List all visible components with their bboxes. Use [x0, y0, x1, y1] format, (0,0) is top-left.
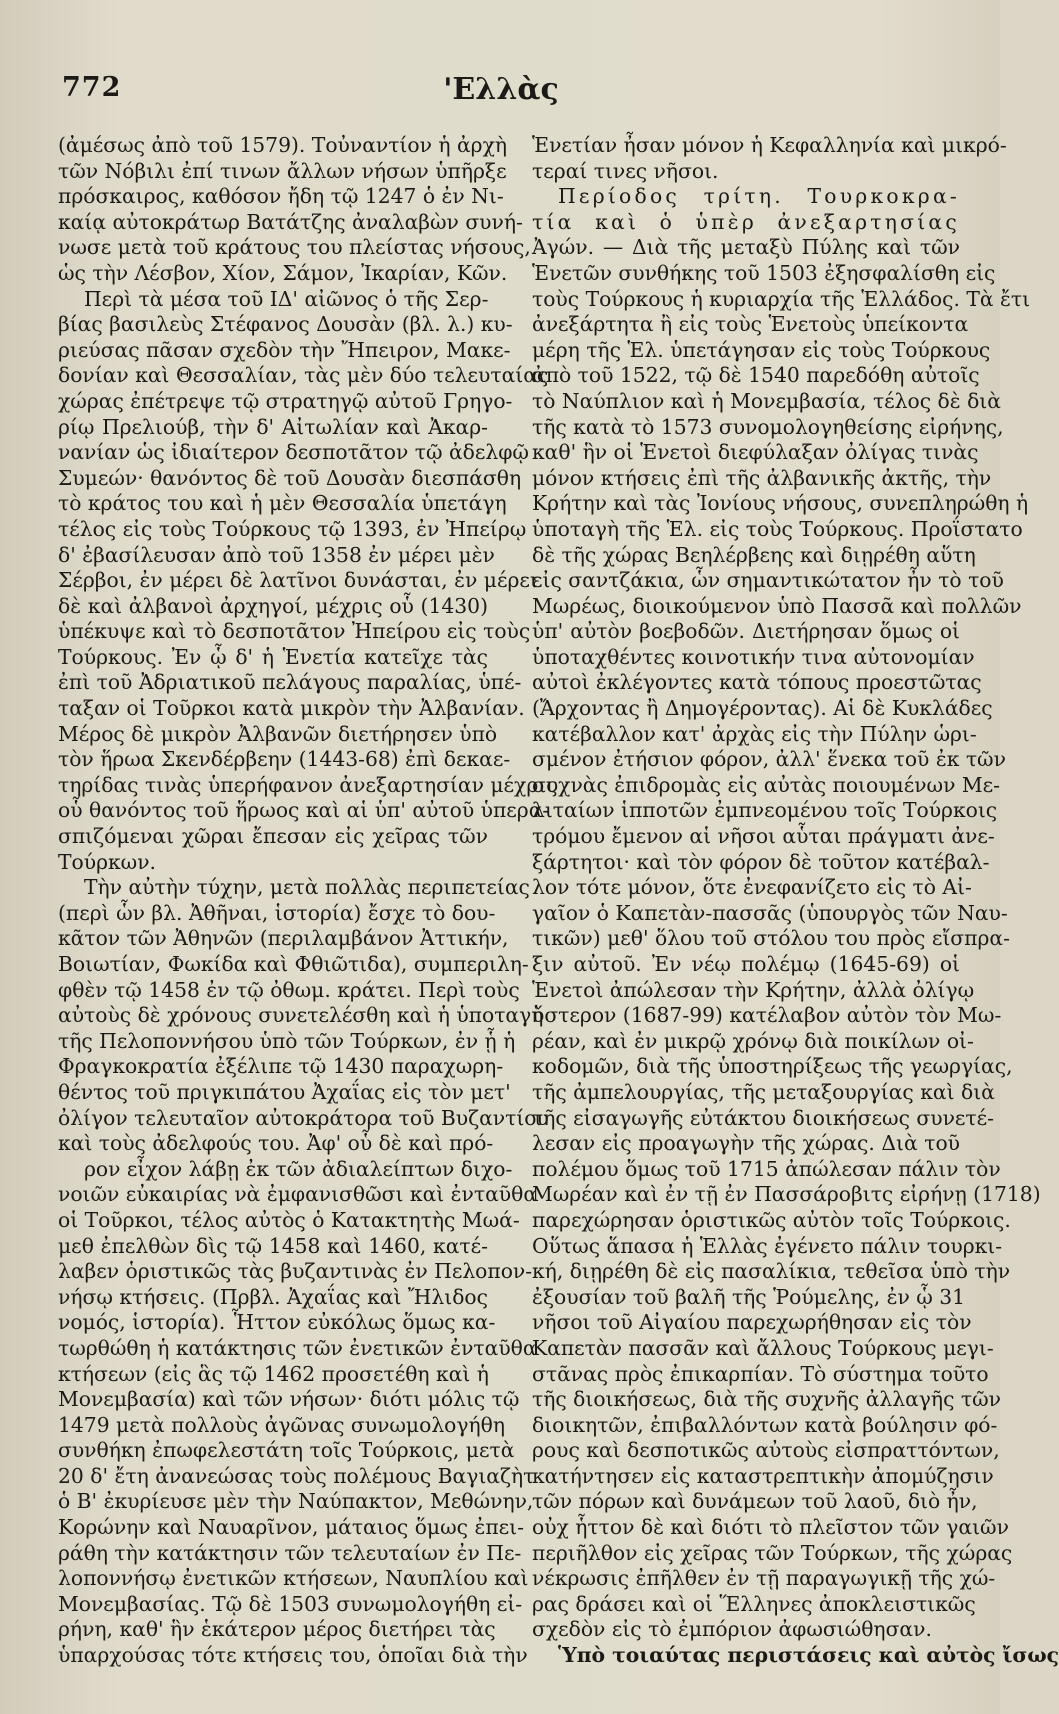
text-line: Μωρέως, διοικούμενον ὑπὸ Πασσᾶ καὶ πολλῶν [532, 593, 1022, 618]
text-line: λοποννήσῳ ἐνετικῶν κτήσεων, Ναυπλίου καὶ [58, 1566, 529, 1591]
text-line: πολέμου ὅμως τοῦ 1715 ἀπώλεσαν πάλιν τὸν [532, 1156, 1001, 1181]
text-line: λαβεν ὁριστικῶς τὰς βυζαντινὰς ἐν Πελοπον- [58, 1259, 533, 1284]
text-line: Μωρέαν καὶ ἐν τῇ ἐν Πασσάροβιτς εἰρήνῃ (1718) [532, 1182, 1041, 1207]
text-line: ὕστερον (1687-99) κατέλαβον αὐτὸν τὸν Μω- [532, 1003, 1002, 1028]
text-line: ἀνεξάρτητα ἢ εἰς τοὺς Ἑνετοὺς ὑπείκοντα [532, 312, 969, 337]
text-line: Τούρκων. [58, 849, 156, 874]
text-line: Περίοδος τρίτη. Τουρκοκρα- [558, 184, 960, 209]
text-line: Ἑνετοὶ ἀπώλεσαν τὴν Κρήτην, ἀλλὰ ὀλίγῳ [532, 977, 975, 1002]
text-line: νοιῶν εὐκαιρίας νὰ ἐμφανισθῶσι καὶ ἐνταῦθα [58, 1182, 538, 1207]
text-line: Σέρβοι, ἐν μέρει δὲ λατῖνοι δυνάσται, ἐν μέρει [58, 568, 538, 593]
text-line: ξιν αὐτοῦ. Ἐν νέῳ πολέμῳ (1645-69) οἱ [532, 952, 960, 976]
text-line: 20 δ' ἔτη ἀνανεώσας τοὺς πολέμους Βαγιαζὴτ [58, 1463, 535, 1488]
text-line: ὑπέκυψε καὶ τὸ δεσποτᾶτον Ἠπείρου εἰς τοὺς [58, 619, 531, 644]
text-line: (Ἄρχοντας ἢ Δημογέροντας). Αἱ δὲ Κυκλάδες [532, 696, 993, 721]
text-line: ταξαν οἱ Τοῦρκοι κατὰ μικρὸν τὴν Ἀλβανίαν. [58, 696, 525, 721]
text-line: ὑπαρχούσας τότε κτήσεις του, ὁποῖαι διὰ τὴν [58, 1643, 528, 1668]
text-line: τὸ κράτος του καὶ ἡ μὲν Θεσσαλία ὑπετάγη [58, 491, 507, 516]
text-line: ράθη τὴν κατάκτησιν τῶν τελευταίων ἐν Πε- [58, 1540, 522, 1565]
text-line: Βοιωτίαν, Φωκίδα καὶ Φθιῶτιδα), συμπεριλη- [58, 952, 529, 976]
text-line: φθὲν τῷ 1458 ἐν τῷ ὀθωμ. κράτει. Περὶ τοὺς [58, 977, 520, 1002]
text-line: τῆς Πελοποννήσου ὑπὸ τῶν Τούρκων, ἐν ᾗ ἡ [58, 1028, 516, 1053]
text-line: ρον εἶχον λάβῃ ἐκ τῶν ἀδιαλείπτων διχο- [84, 1156, 513, 1181]
text-line: ξάρτητοι· καὶ τὸν φόρον δὲ τοῦτον κατέβαλ- [532, 849, 990, 874]
left-text-column [58, 133, 558, 1669]
text-line: Τούρκους. Ἐν ᾧ δ' ἡ Ἑνετία κατεῖχε τὰς [58, 644, 488, 669]
text-line: ρίῳ Πρελιούβ, τὴν δ' Αἰτωλίαν καὶ Ἀκαρ- [58, 414, 488, 439]
text-line: λεσαν εἰς προαγωγὴν τῆς χώρας. Διὰ τοῦ [532, 1131, 960, 1156]
text-line: συχνὰς ἐπιδρομὰς εἰς αὐτὰς ποιουμένων Με- [532, 772, 1000, 797]
text-line: τῶν Νόβιλι ἐπί τινων ἄλλων νήσων ὑπῆρξε [58, 158, 507, 183]
text-line: τὸ Ναύπλιον καὶ ἡ Μονεμβασία, τέλος δὲ διὰ [532, 388, 1001, 413]
text-line: αὐτοὺς δὲ χρόνους συνετελέσθη καὶ ἡ ὑποταγὴ [58, 1003, 544, 1028]
text-line: τικῶν) μεθ' ὅλου τοῦ στόλου του πρὸς εἴσπρα- [532, 926, 1010, 951]
text-line: τέλος εἰς τοὺς Τούρκους τῷ 1393, ἐν Ἠπείρῳ [58, 516, 527, 541]
text-line: νῆσοι τοῦ Αἰγαίου παρεχωρήθησαν εἰς τὸν [532, 1310, 972, 1335]
text-line: Μονεμβασίας. Τῷ δὲ 1503 συνωμολογήθη εἰ- [58, 1591, 523, 1616]
text-line: Ἑνετίαν ἦσαν μόνον ἡ Κεφαλληνία καὶ μικρό- [532, 133, 1007, 157]
text-line: νωσε μετὰ τοῦ κράτους του πλείστας νήσους, [58, 235, 531, 260]
text-line: κατήντησεν εἰς καταστρεπτικὴν ἀπομύζησιν [532, 1463, 994, 1488]
text-line: τὸν ἥρωα Σκενδέρβεην (1443-68) ἐπὶ δεκαε- [58, 747, 511, 772]
text-line: τηρίδας τινὰς ὑπερήφανον ἀνεξαρτησίαν μέχρις [58, 772, 558, 797]
text-line: τῆς εἰσαγωγῆς εὐτάκτου διοικήσεως συνετέ- [532, 1105, 994, 1130]
text-line: Ὑπὸ τοιαύτας περιστάσεις καὶ αὐτὸς ἴσως [558, 1643, 1059, 1668]
text-line: ὑποταγὴ τῆς Ἑλ. εἰς τοὺς Τούρκους. Προΐστατο [532, 516, 1023, 541]
text-line: ἀπὸ τοῦ 1522, τῷ δὲ 1540 παρεδόθη αὐτοῖς [532, 363, 980, 388]
text-line: (περὶ ὧν βλ. Ἀθῆναι, ἱστορία) ἔσχε τὸ δου- [58, 900, 496, 925]
text-line: καθ' ἣν οἱ Ἑνετοὶ διεφύλαξαν ὀλίγας τινὰς [532, 440, 979, 465]
text-line: λιταίων ἱπποτῶν ἐμπνεομένου τοῖς Τούρκοις [532, 798, 998, 823]
text-line: αὐτοὶ ἐκλέγοντες κατὰ τόπους προεστῶτας [532, 670, 982, 695]
text-line: κτήσεων (εἰς ἃς τῷ 1462 προσετέθη καὶ ἡ [58, 1361, 489, 1386]
text-line: τεραί τινες νῆσοι. [532, 158, 719, 183]
text-line: νανίαν ὡς ἰδιαίτερον δεσποτᾶτον τῷ ἀδελφῷ [58, 440, 529, 465]
text-line: δονίαν καὶ Θεσσαλίαν, τὰς μὲν δύο τελευταίας [58, 363, 549, 388]
text-line: σπιζόμεναι χῶραι ἔπεσαν εἰς χεῖρας τῶν [58, 824, 488, 849]
text-line: κή, διῃρέθη δὲ εἰς πασαλίκια, τεθεῖσα ὑπὸ τὴν [532, 1259, 1011, 1284]
text-line: Οὕτως ἅπασα ἡ Ἑλλὰς ἐγένετο πάλιν τουρκι- [532, 1233, 1003, 1258]
text-line: ριεύσας πᾶσαν σχεδὸν τὴν Ἤπειρον, Μακε- [58, 337, 511, 362]
text-line: ρους καὶ δεσποτικῶς αὐτοὺς εἰσπραττόντων, [532, 1438, 1000, 1463]
text-line: τοὺς Τούρκους ἡ κυριαρχία τῆς Ἑλλάδος. Τὰ ἔτι [532, 286, 1031, 311]
text-line: νέκρωσις ἐπῆλθεν ἐν τῇ παραγωγικῇ τῆς χώ- [532, 1566, 996, 1591]
text-line: Τὴν αὐτὴν τύχην, μετὰ πολλὰς περιπετείας [84, 875, 530, 900]
text-line: συνθήκη ἐπωφελεστάτη τοῖς Τούρκοις, μετὰ [58, 1438, 515, 1463]
text-line: τῆς κατὰ τὸ 1573 συνομολογηθείσης εἰρήνης, [532, 414, 1004, 439]
text-line: ἐπὶ τοῦ Ἀδριατικοῦ πελάγους παραλίας, ὑπέ- [58, 670, 522, 695]
text-line: παρεχώρησαν ὁριστικῶς αὐτὸν τοῖς Τούρκοις. [532, 1207, 1011, 1232]
right-text-column [532, 133, 1059, 1669]
text-line: 1479 μετὰ πολλοὺς ἀγῶνας συνωμολογήθη [58, 1412, 506, 1437]
text-line: τῶν πόρων καὶ δυνάμεων τοῦ λαοῦ, διὸ ἦν, [532, 1489, 978, 1514]
text-line: κᾶτον τῶν Ἀθηνῶν (περιλαμβάνον Ἀττικήν, [58, 926, 509, 951]
text-line: (ἀμέσως ἀπὸ τοῦ 1579). Τοὐναντίον ἡ ἀρχὴ [58, 133, 508, 157]
text-line: βίας βασιλεὺς Στέφανος Δουσὰν (βλ. λ.) κυ- [58, 312, 513, 337]
text-line: οὐχ ἧττον δὲ καὶ διότι τὸ πλεῖστον τῶν γαιῶν [532, 1515, 1009, 1540]
text-line: ὁ Β' ἐκυρίευσε μὲν τὴν Ναύπακτον, Μεθώνην, [58, 1489, 534, 1514]
text-line: ὑπ' αὐτὸν βοεβοδῶν. Διετήρησαν ὅμως οἱ [532, 619, 960, 644]
text-line: σχεδὸν εἰς τὸ ἐμπόριον ἀφωσιώθησαν. [532, 1617, 932, 1642]
text-line: δὲ καὶ ἀλβανοὶ ἀρχηγοί, μέχρις οὗ (1430) [58, 593, 488, 618]
text-line: ρέαν, καὶ ἐν μικρῷ χρόνῳ διὰ ποικίλων οἰ- [532, 1028, 974, 1053]
text-line: Μέρος δὲ μικρὸν Ἀλβανῶν διετήρησεν ὑπὸ [58, 721, 498, 746]
text-line: στᾶνας πρὸς ἐπικαρπίαν. Τὸ σύστημα τοῦτο [532, 1361, 989, 1386]
text-line: περιῆλθον εἰς χεῖρας τῶν Τούρκων, τῆς χώρας [532, 1540, 1013, 1565]
text-line: Κορώνην καὶ Ναυαρῖνον, μάταιος ὅμως ἐπει- [58, 1515, 524, 1540]
text-line: τωρθώθη ἡ κατάκτησις τῶν ἐνετικῶν ἐνταῦθα [58, 1335, 537, 1360]
text-line: τῆς διοικήσεως, διὰ τῆς συχνῆς ἀλλαγῆς τῶν [532, 1387, 1001, 1412]
text-line: Συμεών· θανόντος δὲ τοῦ Δουσὰν διεσπάσθη [58, 465, 522, 490]
text-line: Ἑνετῶν συνθήκης τοῦ 1503 ἐξησφαλίσθη εἰς [532, 260, 996, 285]
text-line: Φραγκοκρατία ἐξέλιπε τῷ 1430 παραχωρη- [58, 1054, 504, 1079]
text-line: ὀλίγον τελευταῖον αὐτοκράτορα τοῦ Βυζαντίου [58, 1105, 549, 1130]
text-line: νομός, ἱστορία). Ἧττον εὐκόλως ὅμως κα- [58, 1310, 496, 1335]
text-line: γαῖον ὁ Καπετὰν-πασσᾶς (ὑπουργὸς τῶν Ναυ- [532, 900, 1008, 925]
text-line: κατέβαλλον κατ' ἀρχὰς εἰς τὴν Πύλην ὡρι- [532, 721, 977, 746]
text-line: Καπετὰν πασσᾶν καὶ ἄλλους Τούρκους μεγι- [532, 1335, 994, 1360]
text-line: δ' ἐβασίλευσαν ἀπὸ τοῦ 1358 ἐν μέρει μὲν [58, 542, 495, 567]
text-line: κοδομῶν, διὰ τῆς ὑποστηρίξεως τῆς γεωργίας, [532, 1054, 1013, 1079]
page-header [62, 72, 940, 112]
page-number: 772 [62, 72, 122, 103]
text-line: Κρήτην καὶ τὰς Ἰονίους νήσους, συνεπληρώθη ἡ [532, 491, 1029, 516]
text-line: ὑποταχθέντες κοινοτικήν τινα αὐτονομίαν [532, 644, 975, 669]
text-line: καίᾳ αὐτοκράτωρ Βατάτζης ἀναλαβὼν συνή- [58, 209, 523, 234]
text-line: εἰς σαντζάκια, ὧν σημαντικώτατον ἦν τὸ τοῦ [532, 568, 1004, 593]
text-line: μόνον κτήσεις ἐπὶ τῆς ἀλβανικῆς ἀκτῆς, τὴν [532, 465, 992, 490]
text-line: Περὶ τὰ μέσα τοῦ ΙΔ' αἰῶνος ὁ τῆς Σερ- [84, 286, 489, 311]
text-line: νήσῳ κτήσεις. (Πρβλ. Ἀχαΐας καὶ Ἤλιδος [58, 1284, 488, 1309]
text-line: οἱ Τοῦρκοι, τέλος αὐτὸς ὁ Κατακτητὴς Μωά- [58, 1207, 520, 1232]
text-line: χώρας ἐπέτρεψε τῷ στρατηγῷ αὐτοῦ Γρηγο- [58, 388, 513, 413]
text-line: καὶ τοὺς ἀδελφούς του. Ἀφ' οὗ δὲ καὶ πρό- [58, 1131, 494, 1156]
text-line: ὡς τὴν Λέσβον, Χίον, Σάμον, Ἰκαρίαν, Κῶν. [58, 260, 508, 285]
text-line: οὗ θανόντος τοῦ ἥρωος καὶ αἱ ὑπ' αὐτοῦ ὑπερα- [58, 798, 550, 823]
text-line: τῆς ἀμπελουργίας, τῆς μεταξουργίας καὶ διὰ [532, 1079, 995, 1104]
text-line: τία καὶ ὁ ὑπὲρ ἀνεξαρτησίας [532, 209, 960, 234]
text-line: τρόμου ἔμενον αἱ νῆσοι αὗται πράγματι ἀνε- [532, 824, 995, 849]
text-line: δὲ τῆς χώρας Βεηλέρβεης καὶ διῃρέθη αὕτη [532, 542, 976, 567]
text-line: μεθ ἐπελθὼν δὶς τῷ 1458 καὶ 1460, κατέ- [58, 1233, 488, 1258]
text-line: πρόσκαιρος, καθόσον ἤδη τῷ 1247 ὁ ἐν Νι- [58, 184, 504, 209]
text-line: Μονεμβασία) καὶ τῶν νήσων· διότι μόλις τῷ [58, 1387, 520, 1412]
text-line: ρας δράσει καὶ οἱ Ἕλληνες ἀποκλειστικῶς [532, 1591, 976, 1616]
text-line: ἐξουσίαν τοῦ βαλῆ τῆς Ῥούμελης, ἐν ᾧ 31 [532, 1284, 966, 1309]
text-line: ρήνη, καθ' ἣν ἑκάτερον μέρος διετήρει τὰς [58, 1617, 496, 1642]
text-line: θέντος τοῦ πριγκιπάτου Ἀχαΐας εἰς τὸν μετ' [58, 1079, 511, 1104]
text-line: λον τότε μόνον, ὅτε ἐνεφανίζετο εἰς τὸ Αἰ- [532, 875, 972, 900]
text-line: σμένον ἐτήσιον φόρον, ἀλλ' ἕνεκα τοῦ ἐκ τῶν [532, 747, 1006, 772]
text-line: διοικητῶν, ἐπιβαλλόντων κατὰ βούλησιν φό- [532, 1412, 998, 1437]
text-line: Ἀγών. — Διὰ τῆς μεταξὺ Πύλης καὶ τῶν [532, 235, 960, 260]
running-title: 'Ελλὰς [443, 72, 559, 107]
text-line: μέρη τῆς Ἑλ. ὑπετάγησαν εἰς τοὺς Τούρκους [532, 337, 991, 362]
